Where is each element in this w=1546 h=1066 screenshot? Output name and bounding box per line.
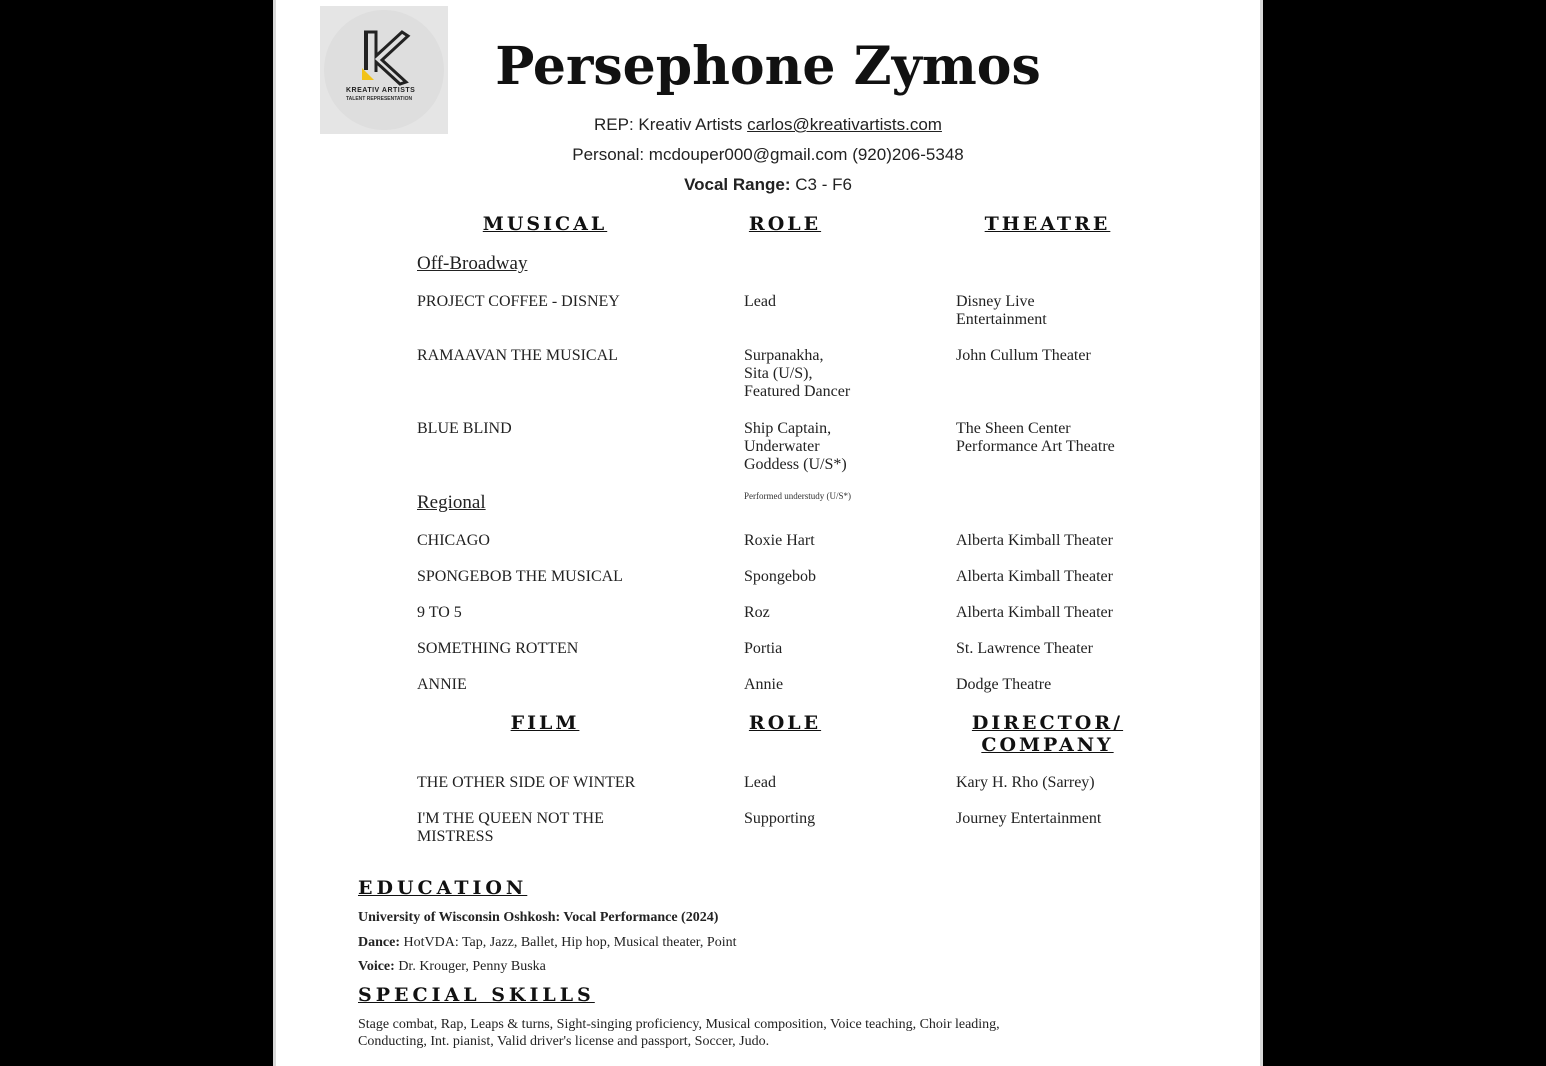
credit-theatre: Alberta Kimball Theater	[956, 604, 1113, 621]
director-header: DIRECTOR/	[971, 712, 1124, 734]
voice-label: Voice:	[358, 959, 395, 974]
regional-subhead: Regional	[417, 492, 486, 513]
rep-label: REP: Kreativ Artists	[594, 115, 743, 134]
personal-contact: Personal: mcdouper000@gmail.com (920)206-5348	[572, 145, 964, 164]
performer-name: Persephone Zymos	[495, 36, 1041, 97]
vocal-range	[273, 175, 1263, 195]
credit-title: 9 TO 5	[417, 604, 462, 621]
dance-value: HotVDA: Tap, Jazz, Ballet, Hip hop, Musical theater, Point	[403, 935, 737, 950]
vocal-range-value: C3 - F6	[795, 175, 852, 194]
film-role: Lead	[744, 774, 776, 791]
voice-training	[358, 958, 546, 975]
understudy-note: Performed understudy (U/S*)	[744, 491, 851, 501]
film-title: I'M THE QUEEN NOT THE MISTRESS	[417, 810, 604, 845]
education-heading: EDUCATION	[358, 877, 528, 899]
film-director: Journey Entertainment	[956, 810, 1102, 827]
credit-title: BLUE BLIND	[417, 420, 512, 437]
credit-title: PROJECT COFFEE - DISNEY	[417, 293, 620, 310]
credit-theatre: The Sheen Center Performance Art Theatre	[956, 420, 1115, 455]
credit-title: SOMETHING ROTTEN	[417, 640, 579, 657]
off-broadway-subhead: Off-Broadway	[417, 253, 528, 274]
credit-role: Surpanakha, Sita (U/S), Featured Dancer	[744, 347, 851, 400]
credit-title: CHICAGO	[417, 532, 490, 549]
credit-role: Ship Captain, Underwater Goddess (U/S*)	[744, 420, 847, 473]
skills-heading: SPECIAL SKILLS	[358, 984, 595, 1006]
rep-line	[273, 115, 1263, 135]
skills-line-1: Stage combat, Rap, Leaps & turns, Sight-singing proficiency, Musical composition, Voice teaching, Choir leading,	[358, 1017, 1000, 1032]
credit-title: SPONGEBOB THE MUSICAL	[417, 568, 623, 585]
credit-role: Annie	[744, 676, 784, 693]
credit-theatre: Dodge Theatre	[956, 676, 1052, 693]
musical-header: MUSICAL	[482, 213, 608, 235]
voice-value: Dr. Krouger, Penny Buska	[398, 959, 546, 974]
film-title: THE OTHER SIDE OF WINTER	[417, 774, 636, 791]
degree-line: University of Wisconsin Oshkosh: Vocal Performance (2024)	[358, 910, 719, 925]
credit-theatre: Alberta Kimball Theater	[956, 532, 1113, 549]
credit-title: RAMAAVAN THE MUSICAL	[417, 347, 618, 364]
vocal-range-label: Vocal Range:	[684, 175, 791, 194]
logo-tagline: TALENT REPRESENTATION	[346, 96, 413, 102]
film-role-header: ROLE	[748, 712, 822, 734]
film-header: FILM	[510, 712, 580, 734]
credit-theatre: St. Lawrence Theater	[956, 640, 1093, 657]
credit-role: Lead	[744, 293, 776, 310]
credit-theatre: Disney Live Entertainment	[956, 293, 1047, 328]
credit-theatre: John Cullum Theater	[956, 347, 1091, 364]
credit-role: Roz	[744, 604, 770, 621]
dance-training	[358, 934, 736, 951]
credit-role: Portia	[744, 640, 783, 657]
rep-email-link[interactable]: carlos@kreativartists.com	[747, 115, 942, 134]
theatre-header: THEATRE	[984, 213, 1111, 235]
credit-role: Roxie Hart	[744, 532, 815, 549]
role-header: ROLE	[748, 213, 822, 235]
skills-line-2: Conducting, Int. pianist, Valid driver's license and passport, Soccer, Judo.	[358, 1034, 770, 1049]
logo-brand: KREATIV ARTISTS	[346, 87, 416, 94]
film-director: Kary H. Rho (Sarrey)	[956, 774, 1095, 791]
dance-label: Dance:	[358, 935, 400, 950]
credit-theatre: Alberta Kimball Theater	[956, 568, 1113, 585]
film-role: Supporting	[744, 810, 816, 827]
company-header: COMPANY	[981, 734, 1114, 756]
credit-title: ANNIE	[417, 676, 467, 693]
credit-role: Spongebob	[744, 568, 816, 585]
